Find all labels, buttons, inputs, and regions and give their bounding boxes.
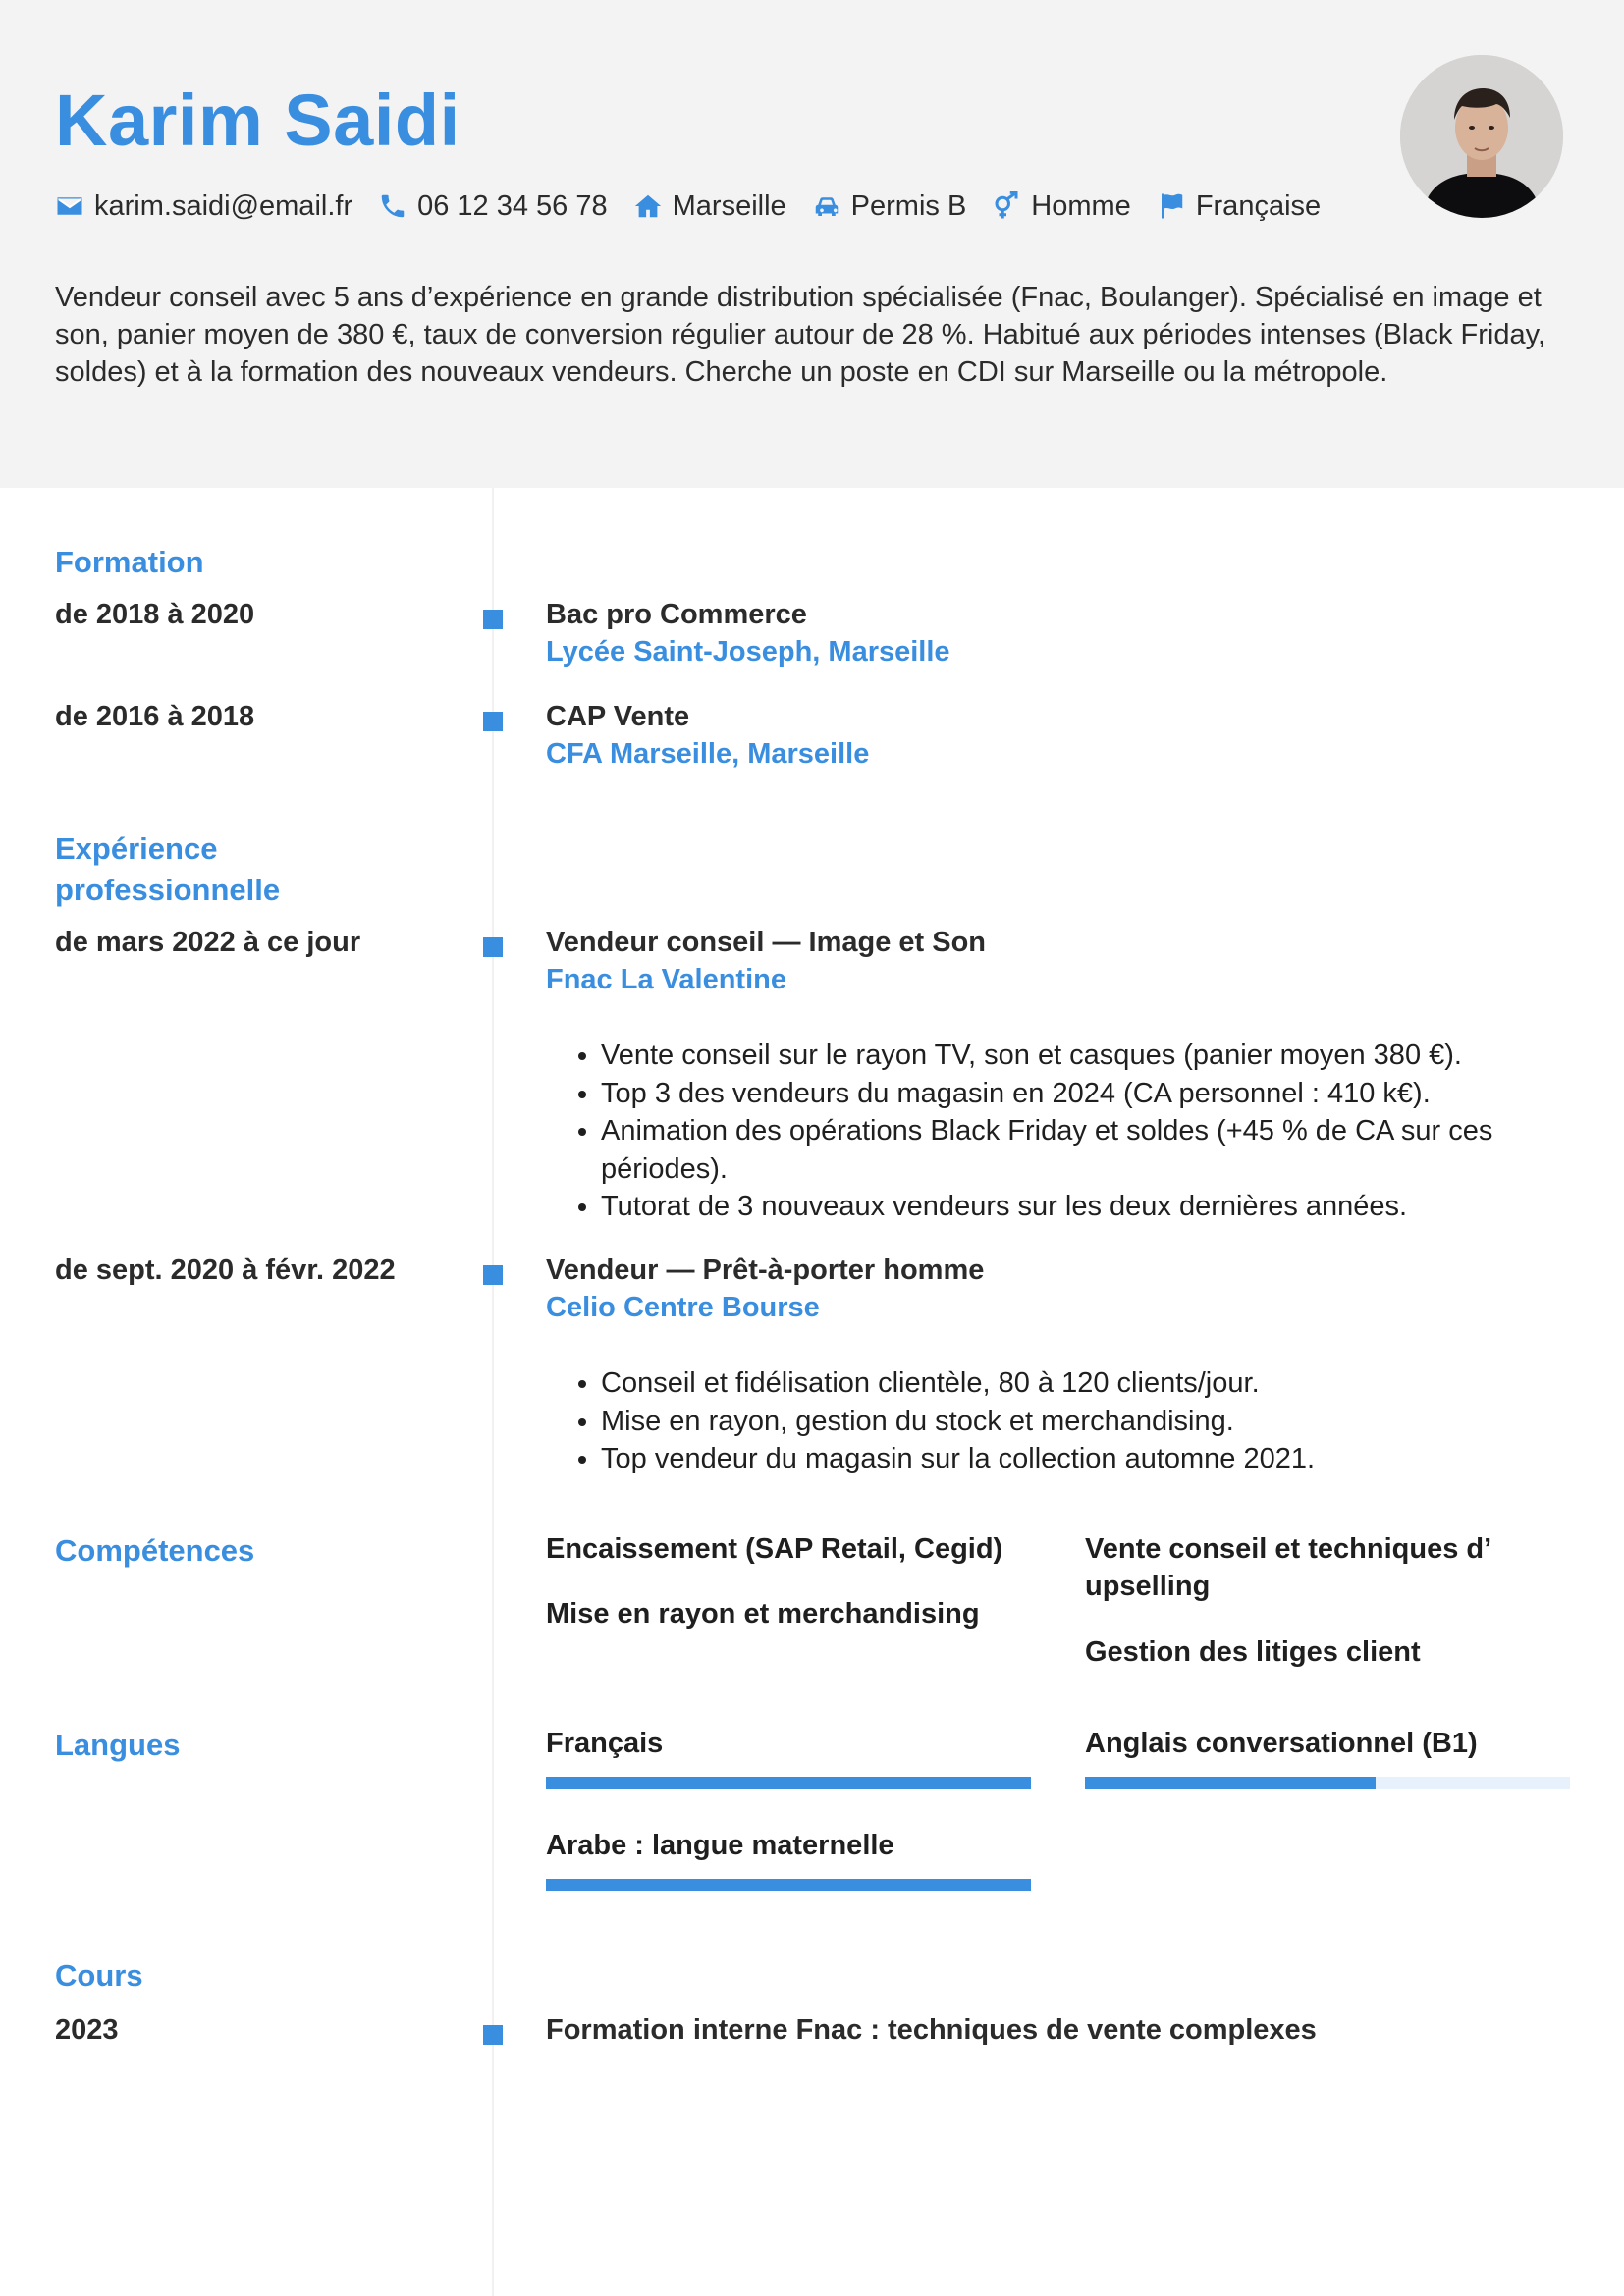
- experience-date: de sept. 2020 à févr. 2022: [55, 1255, 396, 1286]
- timeline-marker: [483, 1265, 503, 1285]
- car-icon: [812, 191, 841, 221]
- language-level-fill: [1085, 1777, 1376, 1789]
- contact-gender: [992, 190, 1131, 223]
- profile-photo: [1400, 55, 1563, 218]
- timeline-marker: [483, 937, 503, 957]
- formation-place: CFA Marseille, Marseille: [546, 738, 870, 770]
- contact-license: [812, 190, 967, 223]
- skill-item: Mise en rayon et merchandising: [546, 1598, 980, 1629]
- language-name: Français: [546, 1728, 664, 1759]
- experience-title: Vendeur — Prêt-à-porter homme: [546, 1255, 985, 1286]
- section-title-courses: Cours: [55, 1958, 143, 1993]
- list-item: • Top vendeur du magasin sur la collection automne 2021.: [601, 1440, 1583, 1478]
- home-icon: [633, 191, 663, 221]
- candidate-name: Karim Saidi: [55, 80, 460, 161]
- profile-summary: Vendeur conseil avec 5 ans d’expérience en grande distribution spécialisée (Fnac, Boulanger). Spécialisé en image et son, panier moyen de 380 €, taux de conversion régulier autour de 28 %. Habitué aux périodes intenses (Black Friday, soldes) et à la formation des nouveaux vendeurs. Cherche un poste en CDI sur Marseille ou la métropole.: [55, 282, 1546, 388]
- course-date: 2023: [55, 2014, 119, 2046]
- contact-phone-text: 06 12 34 56 78: [417, 189, 608, 222]
- language-name: Arabe : langue maternelle: [546, 1830, 894, 1861]
- language-level-fill: [546, 1879, 1031, 1891]
- gender-icon: [992, 191, 1021, 221]
- experience-date: de mars 2022 à ce jour: [55, 927, 361, 958]
- contact-phone[interactable]: [378, 190, 608, 223]
- list-item: • Mise en rayon, gestion du stock et merchandising.: [601, 1403, 1583, 1441]
- language-level-bar: [546, 1879, 1031, 1891]
- timeline-marker: [483, 712, 503, 731]
- language-level-fill: [546, 1777, 1031, 1789]
- language-level-bar: [1085, 1777, 1570, 1789]
- section-title-languages: Langues: [55, 1728, 181, 1762]
- phone-icon: [378, 191, 407, 221]
- contact-license-text: Permis B: [850, 189, 967, 222]
- experience-company: Celio Centre Bourse: [546, 1292, 820, 1323]
- experience-title: Vendeur conseil — Image et Son: [546, 927, 987, 958]
- experience-tasks: [546, 1037, 1583, 1226]
- formation-title: Bac pro Commerce: [546, 599, 807, 630]
- header: [0, 0, 1624, 488]
- experience-company: Fnac La Valentine: [546, 964, 786, 995]
- section-title-skills: Compétences: [55, 1533, 255, 1568]
- course-title: Formation interne Fnac : techniques de vente complexes: [546, 2014, 1317, 2046]
- timeline-marker: [483, 2025, 503, 2045]
- contact-gender-text: Homme: [1031, 189, 1131, 222]
- contact-bar: [55, 187, 1346, 226]
- formation-title: CAP Vente: [546, 701, 690, 732]
- timeline-marker: [483, 610, 503, 629]
- contact-email-text: karim.saidi@email.fr: [94, 189, 353, 222]
- skill-item: Gestion des litiges client: [1085, 1636, 1421, 1668]
- formation-place: Lycée Saint-Joseph, Marseille: [546, 636, 950, 667]
- contact-email[interactable]: [55, 190, 352, 223]
- envelope-icon: [55, 191, 84, 221]
- contact-nationality: [1157, 190, 1321, 223]
- section-title-formation: Formation: [55, 545, 204, 579]
- contact-city: [633, 190, 786, 223]
- language-name: Anglais conversationnel (B1): [1085, 1728, 1478, 1759]
- list-item: • Conseil et fidélisation clientèle, 80 à 120 clients/jour.: [601, 1364, 1583, 1403]
- list-item: • Animation des opérations Black Friday et soldes (+45 % de CA sur ces périodes).: [601, 1112, 1583, 1188]
- list-item: • Top 3 des vendeurs du magasin en 2024 (CA personnel : 410 k€).: [601, 1075, 1583, 1113]
- language-level-bar: [546, 1777, 1031, 1789]
- skill-item: Vente conseil et techniques d’ upselling: [1085, 1533, 1490, 1602]
- list-item: • Vente conseil sur le rayon TV, son et casques (panier moyen 380 €).: [601, 1037, 1583, 1075]
- flag-icon: [1157, 191, 1186, 221]
- section-title-experience: Expérience professionnelle: [55, 831, 281, 907]
- experience-tasks: [546, 1364, 1583, 1478]
- list-item: • Tutorat de 3 nouveaux vendeurs sur les deux dernières années.: [601, 1188, 1583, 1226]
- contact-nationality-text: Française: [1195, 189, 1322, 222]
- skill-item: Encaissement (SAP Retail, Cegid): [546, 1533, 1003, 1565]
- formation-date: de 2018 à 2020: [55, 599, 255, 630]
- contact-city-text: Marseille: [672, 189, 786, 222]
- formation-date: de 2016 à 2018: [55, 701, 255, 732]
